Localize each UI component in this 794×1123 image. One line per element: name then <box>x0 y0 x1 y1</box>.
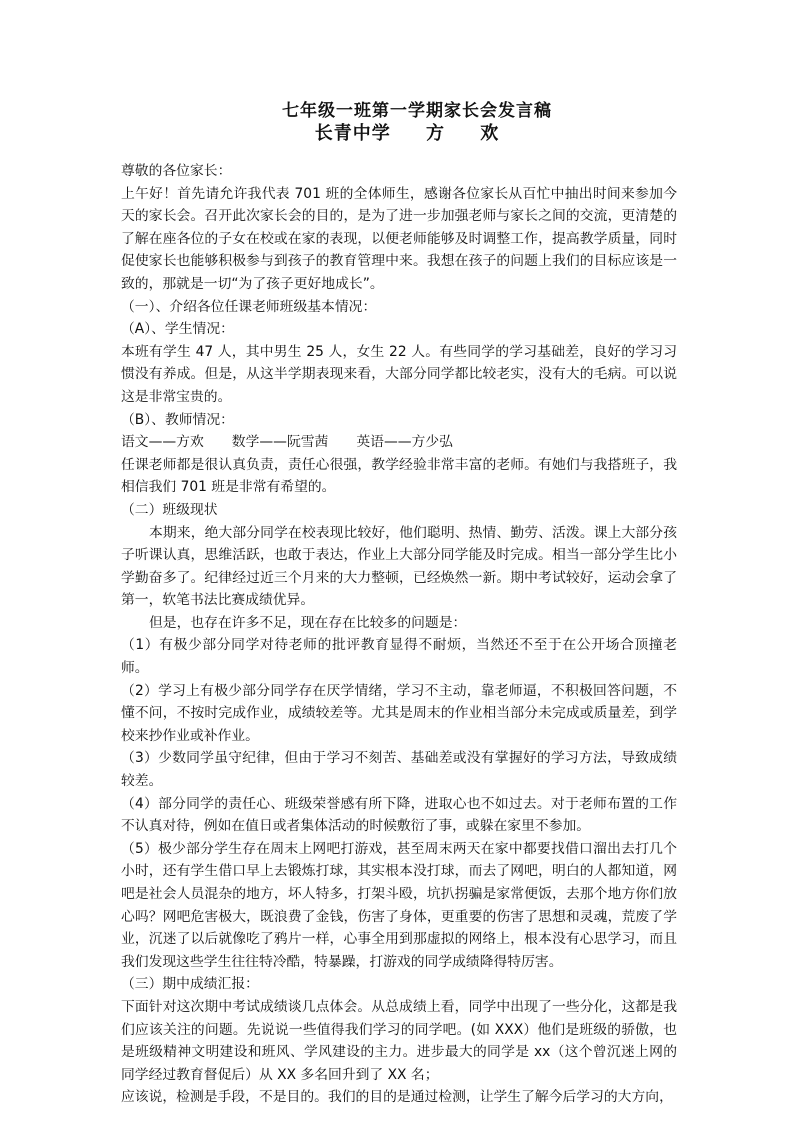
students-paragraph: 本班有学生 47 人，其中男生 25 人，女生 22 人。有些同学的学习基础差，良好的学习习惯没有养成。但是，从这半学期表现来看，大部分同学都比较老实，没有大的毛病。可以说这是非常宝贵的。 <box>121 343 677 405</box>
issue-item: （4）部分同学的责任心、班级荣誉感有所下降，进取心也不如过去。对于老师布置的工作不认真对待，例如在值日或者集体活动的时候敷衍了事，或躲在家里不参加。 <box>121 795 677 835</box>
teachers-line <box>121 431 677 454</box>
status-paragraph: 本期来，绝大部分同学在校表现比较好，他们聪明、热情、勤劳、活泼。课上大部分孩子听课认真，思维活跃，也敢于表达，作业上大部分同学能及时完成。相当一部分学生比小学勤奋多了。纪律经过近三个月来的大力整顿，已经焕然一新。期中考试较好，运动会拿了第一，软笔书法比赛成绩优异。 <box>121 524 677 609</box>
issue-item: （3）少数同学虽守纪律，但由于学习不刻苦、基础差或没有掌握好的学习方法，导致成绩较差。 <box>121 750 677 790</box>
subsection-heading: （A）、学生情况： <box>121 321 234 338</box>
document-body <box>121 160 677 1109</box>
results-paragraph: 下面针对这次期中考试成绩谈几点体会。从总成绩上看，同学中出现了一些分化，这都是我们应该关注的问题。先说说一些值得我们学习的同学吧。(如 XXX）他们是班级的骄傲，也是班级精神文明建设和班风、学风建设的主力。进步最大的同学是 xx（这个曾沉迷上网的同学经过教育督促后）从 XX 多名回升到了 XX 名； <box>121 998 677 1083</box>
issue-item: （1）有极少部分同学对待老师的批评教育显得不耐烦，当然还不至于在公开场合顶撞老师。 <box>121 637 677 677</box>
issue-item: （2）学习上有极少部分同学存在厌学情绪，学习不主动，靠老师逼，不积极回答问题，不懂不问，不按时完成作业，成绩较差等。尤其是周末的作业相当部分未完成或质量差，到学校来抄作业或补作业。 <box>121 682 677 744</box>
document-title: 七年级一班第一学期家长会发言稿 <box>282 101 552 121</box>
section-heading: （一）、介绍各位任课老师班级基本情况： <box>121 298 377 315</box>
problems-intro: 但是，也存在许多不足，现在存在比较多的问题是： <box>149 614 467 631</box>
greeting: 尊敬的各位家长： <box>121 163 232 179</box>
closing-paragraph: 应该说，检测是手段，不是目的。我们的目的是通过检测，让学生了解今后学习的大方向， <box>121 1089 673 1106</box>
teacher-math: 数学——阮雪茜 <box>231 434 329 451</box>
section-heading: （二）班级现状 <box>121 501 218 518</box>
intro-paragraph: 上午好！首先请允许我代表 701 班的全体师生，感谢各位家长从百忙中抽出时间来参加今天的家长会。召开此次家长会的目的，是为了进一步加强老师与家长之间的交流，更清楚的了解在座各位的子女在校或在家的表现，以便老师能够及时调整工作，提高教学质量，同时促使家长也能够积极参与到孩子的教育管理中来。我想在孩子的问题上我们的目标应该是一致的，那就是一切“为了孩子更好地成长”。 <box>121 185 677 292</box>
section-heading: （三）期中成绩汇报： <box>121 976 259 993</box>
teacher-english: 英语——方少弘 <box>356 434 453 451</box>
teachers-paragraph: 任课老师都是很认真负责，责任心很强，教学经验非常丰富的老师。有她们与我搭班子，我相信我们 701 班是非常有希望的。 <box>121 456 677 496</box>
teacher-chinese: 语文——方欢 <box>121 434 204 451</box>
document-subtitle: 长青中学 方 欢 <box>314 123 500 144</box>
issue-item: （5）极少部分学生存在周末上网吧打游戏，甚至周末两天在家中都要找借口溜出去打几个小时，还有学生借口早上去锻炼打球，其实根本没打球，而去了网吧，明白的人都知道，网吧是社会人员混杂的地方，坏人特多，打架斗殴，坑扒拐骗是家常便饭，去那个地方你们放心吗？网吧危害极大，既浪费了金钱，伤害了身体，更重要的伤害了思想和灵魂，荒废了学业，沉迷了以后就像吃了鸦片一样，心事全用到那虚拟的网络上，根本没有心思学习，而且我们发现这些学生往往特冷酷，特暴躁，打游戏的同学成绩降得特厉害。 <box>121 840 677 970</box>
subsection-heading: （B）、教师情况： <box>121 411 234 428</box>
